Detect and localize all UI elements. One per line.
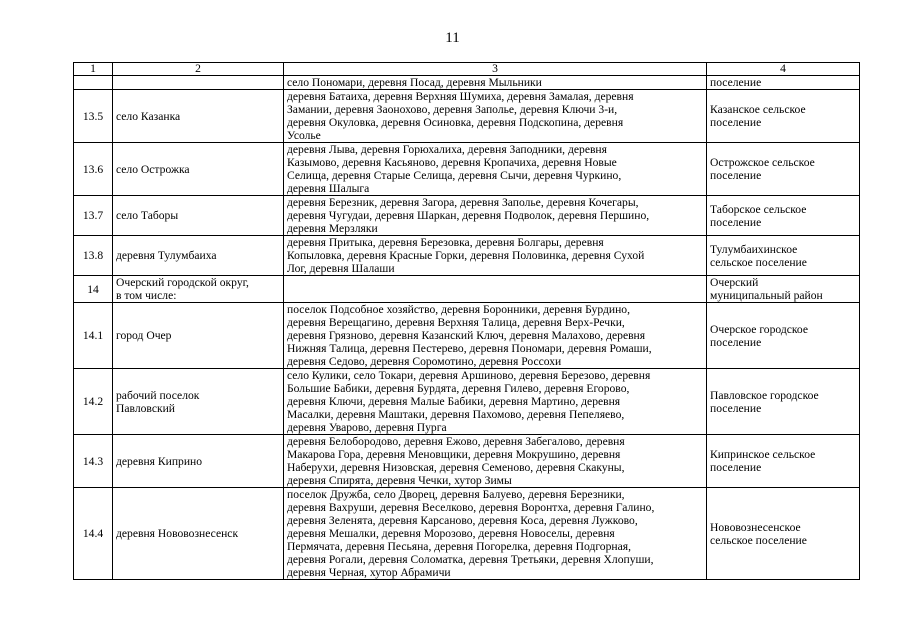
included-places-line: деревня Ключи, деревня Малые Бабики, деревня Мартино, деревня xyxy=(287,395,621,408)
included-places-line: поселок Подсобное хозяйство, деревня Боронники, деревня Бурдино, xyxy=(287,303,630,316)
locality-name-line: в том числе: xyxy=(116,289,177,302)
locality-name xyxy=(113,435,284,488)
included-places-line: деревня Чугудаи, деревня Шаркан, деревня Подволок, деревня Першино, xyxy=(287,209,650,222)
settlement-name-line: Очерское городское xyxy=(710,322,809,336)
row-number: 14.1 xyxy=(74,303,113,369)
included-places-line: Лог, деревня Шалаши xyxy=(287,262,395,275)
included-places-line: деревня Белобородово, деревня Ежово, деревня Забегалово, деревня xyxy=(287,435,625,448)
settlement-name-line: Нововознесенское xyxy=(710,520,801,534)
included-places xyxy=(284,90,707,143)
locality-name-line: село Острожка xyxy=(116,162,190,176)
included-places-line: Усолье xyxy=(287,129,321,142)
locality-name-line: рабочий поселок xyxy=(116,388,200,402)
included-places-line: деревня Рогали, деревня Соломатка, деревня Третьяки, деревня Хлопуши, xyxy=(287,553,654,566)
column-header: 3 xyxy=(284,63,707,76)
included-places-line: деревня Притыка, деревня Березовка, деревня Болгары, деревня xyxy=(287,236,604,249)
included-places-line: Пермячата, деревня Песьяна, деревня Погорелка, деревня Подгорная, xyxy=(287,540,631,553)
settlement-name-line: Таборское сельское xyxy=(710,202,807,216)
settlement-name-line: поселение xyxy=(710,116,762,129)
included-places-line: деревня Седово, деревня Соромотино, деревня Россохи xyxy=(287,355,562,368)
settlement-name-line: Тулумбаихинское xyxy=(710,242,798,256)
locality-name xyxy=(113,303,284,369)
included-places-line: Большие Бабики, деревня Бурдята, деревня Гилево, деревня Егорово, xyxy=(287,382,630,395)
settlement-name-line: поселение xyxy=(710,215,762,229)
included-places xyxy=(284,143,707,196)
included-places xyxy=(284,303,707,369)
locality-name-line: село Казанка xyxy=(116,109,181,123)
table-row xyxy=(74,196,860,236)
settlement-name-line: Казанское сельское xyxy=(710,103,806,116)
included-places xyxy=(284,488,707,580)
locality-name xyxy=(113,196,284,236)
table-row xyxy=(74,303,860,369)
included-places xyxy=(284,369,707,435)
locality-name-line: Очерский городской округ, xyxy=(116,276,249,289)
settlement-name xyxy=(707,196,860,236)
row-number: 14 xyxy=(74,276,113,303)
included-places xyxy=(284,236,707,276)
locality-name-line: деревня Киприно xyxy=(116,454,203,468)
row-number: 14.4 xyxy=(74,488,113,580)
settlement-name xyxy=(707,303,860,369)
settlement-name-line: сельское поселение xyxy=(710,255,807,269)
table-row xyxy=(74,90,860,143)
table-row xyxy=(74,276,860,303)
included-places-line: Замании, деревня Заонохово, деревня Заполье, деревня Ключи 3-и, xyxy=(287,103,618,116)
included-places-line: деревня Мешалки, деревня Морозово, деревня Новоселы, деревня xyxy=(287,527,615,540)
included-places xyxy=(284,276,707,303)
table-header-row xyxy=(74,63,860,76)
included-places-line: поселок Дружба, село Дворец, деревня Балуево, деревня Березники, xyxy=(287,488,625,501)
included-places-line: деревня Зеленята, деревня Карсаново, деревня Коса, деревня Лужково, xyxy=(287,514,638,527)
settlement-name-line: поселение xyxy=(710,461,762,474)
row-number: 13.8 xyxy=(74,236,113,276)
settlement-name-line: поселение xyxy=(710,169,762,182)
settlement-name xyxy=(707,276,860,303)
settlement-name-line: муниципальный район xyxy=(710,289,823,302)
locality-name xyxy=(113,236,284,276)
settlement-name-line: поселение xyxy=(710,335,762,349)
locality-name-line: город Очер xyxy=(116,329,172,342)
row-number: 13.7 xyxy=(74,196,113,236)
included-places-line: деревня Шалыга xyxy=(287,182,370,195)
settlements-table xyxy=(73,62,860,580)
table-row xyxy=(74,236,860,276)
settlement-name xyxy=(707,236,860,276)
included-places-line: деревня Батаиха, деревня Верхняя Шумиха, деревня Замалая, деревня xyxy=(287,90,634,103)
table-row xyxy=(74,76,860,90)
settlement-name-line: Очерский xyxy=(710,276,759,289)
included-places-line: Казымово, деревня Касьяново, деревня Кропачиха, деревня Новые xyxy=(287,156,617,169)
column-header: 2 xyxy=(113,63,284,76)
locality-name xyxy=(113,90,284,143)
locality-name-line: деревня Тулумбаиха xyxy=(116,249,217,262)
settlement-name xyxy=(707,488,860,580)
included-places xyxy=(284,196,707,236)
settlement-name-line: Кипринское сельское xyxy=(710,448,816,461)
included-places xyxy=(284,435,707,488)
included-places-line: деревня Черная, хутор Абрамичи xyxy=(287,566,451,579)
row-number: 13.5 xyxy=(74,90,113,143)
row-number xyxy=(74,76,113,90)
settlement-name xyxy=(707,143,860,196)
settlement-name-line: сельское поселение xyxy=(710,533,807,547)
row-number: 14.2 xyxy=(74,369,113,435)
settlement-name-line: поселение xyxy=(710,76,762,89)
settlement-name-line: Павловское городское xyxy=(710,388,819,402)
settlement-name xyxy=(707,435,860,488)
table-row xyxy=(74,435,860,488)
included-places-line: деревня Березник, деревня Загора, деревня Заполье, деревня Кочегары, xyxy=(287,196,639,209)
included-places-line: деревня Мерзляки xyxy=(287,222,378,235)
included-places-line: Масалки, деревня Маштаки, деревня Пахомово, деревня Пепеляево, xyxy=(287,408,625,421)
table-body xyxy=(74,76,860,580)
settlement-name xyxy=(707,76,860,90)
table-row xyxy=(74,369,860,435)
locality-name xyxy=(113,369,284,435)
column-header: 1 xyxy=(74,63,113,76)
included-places-line: село Кулики, село Токари, деревня Аршиново, деревня Березово, деревня xyxy=(287,369,651,382)
included-places-line: деревня Вахруши, деревня Веселково, деревня Воронтха, деревня Галино, xyxy=(287,501,655,514)
table-row xyxy=(74,488,860,580)
locality-name xyxy=(113,276,284,303)
locality-name-line: Павловский xyxy=(116,401,176,415)
table-row xyxy=(74,143,860,196)
included-places xyxy=(284,76,707,90)
locality-name xyxy=(113,76,284,90)
settlement-name xyxy=(707,369,860,435)
page-number: 11 xyxy=(445,30,460,46)
included-places-line: деревня Лыва, деревня Горюхалиха, деревня Заподники, деревня xyxy=(287,143,607,156)
row-number: 14.3 xyxy=(74,435,113,488)
included-places-line: деревня Окуловка, деревня Осиновка, деревня Подскопина, деревня xyxy=(287,116,624,129)
included-places-line: деревня Грязново, деревня Казанский Ключ, деревня Малахово, деревня xyxy=(287,329,646,342)
locality-name-line: село Таборы xyxy=(116,209,179,222)
included-places-line: село Пономари, деревня Посад, деревня Мыльники xyxy=(287,76,542,89)
included-places-line: Селища, деревня Старые Селища, деревня Сычи, деревня Чуркино, xyxy=(287,169,622,182)
included-places-line: Наберухи, деревня Низовская, деревня Семеново, деревня Скакуны, xyxy=(287,461,625,474)
settlement-name xyxy=(707,90,860,143)
included-places-line: деревня Спирята, деревня Чечки, хутор Зимы xyxy=(287,474,512,487)
included-places-line: Макарова Гора, деревня Меновщики, деревня Мокрушино, деревня xyxy=(287,448,621,461)
row-number: 13.6 xyxy=(74,143,113,196)
locality-name-line: деревня Нововознесенск xyxy=(116,527,239,540)
included-places-line: Нижняя Талица, деревня Пестерево, деревня Пономари, деревня Ромаши, xyxy=(287,342,652,355)
included-places-line: Копыловка, деревня Красные Горки, деревня Половинка, деревня Сухой xyxy=(287,249,645,262)
locality-name xyxy=(113,143,284,196)
locality-name xyxy=(113,488,284,580)
included-places-line: деревня Уварово, деревня Пурга xyxy=(287,421,447,434)
settlement-name-line: поселение xyxy=(710,401,762,415)
included-places-line: деревня Верещагино, деревня Верхняя Талица, деревня Верх-Речки, xyxy=(287,316,625,329)
column-header: 4 xyxy=(707,63,860,76)
settlement-name-line: Острожское сельское xyxy=(710,156,815,169)
